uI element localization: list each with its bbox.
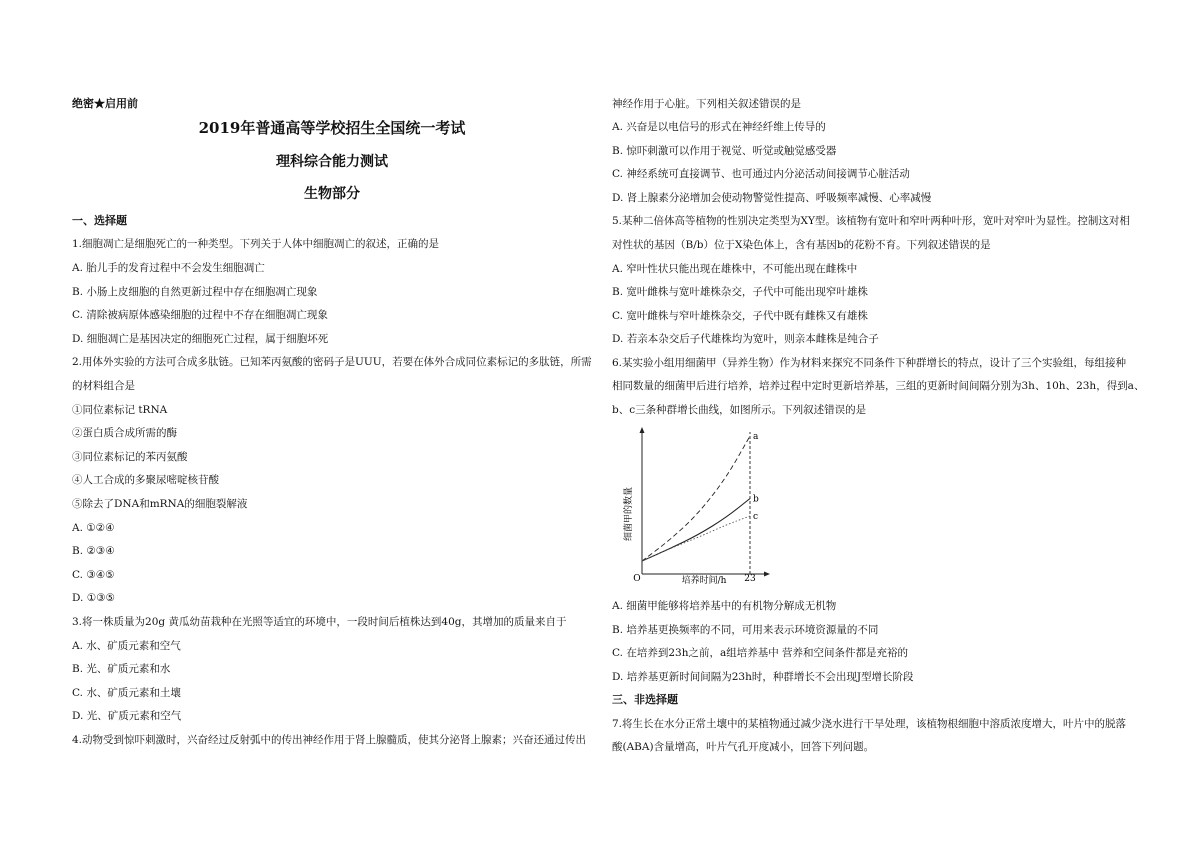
exam-title: 2019年普通高等学校招生全国统一考试 [198, 119, 466, 137]
question-line: 5.某种二倍体高等植物的性别决定类型为XY型。该植物有宽叶和窄叶两种叶形，宽叶对窄叶为显性。控制这对相 [612, 215, 1130, 227]
material-line: ④人工合成的多聚尿嘧啶核苷酸 [72, 474, 219, 486]
option-line: C. 宽叶雌株与窄叶雄株杂交，子代中既有雌株又有雄株 [612, 310, 868, 322]
secret-label: 绝密★启用前 [72, 97, 138, 110]
option-line: B. 宽叶雌株与宽叶雄株杂交，子代中可能出现窄叶雄株 [612, 286, 868, 298]
option-line: C. ③④⑤ [72, 569, 115, 581]
question-line: 4.动物受到惊吓刺激时，兴奋经过反射弧中的传出神经作用于肾上腺髓质，使其分泌肾上腺素；兴奋还通过传出 [72, 734, 587, 746]
option-line: B. 光、矿质元素和水 [72, 663, 171, 675]
option-line: C. 神经系统可直接调节、也可通过内分泌活动间接调节心脏活动 [612, 168, 910, 180]
option-line: C. 水、矿质元素和土壤 [72, 687, 181, 699]
exam-part: 生物部分 [304, 186, 360, 202]
option-line: D. ①③⑤ [72, 592, 115, 604]
series-label-a: a [753, 432, 759, 442]
option-line: A. 胎儿手的发育过程中不会发生细胞凋亡 [72, 262, 265, 274]
y-axis-arrow [640, 427, 645, 433]
question-line: 1.细胞凋亡是细胞死亡的一种类型。下列关于人体中细胞凋亡的叙述，正确的是 [72, 238, 440, 250]
material-line: ②蛋白质合成所需的酶 [72, 427, 177, 439]
series-layer [642, 432, 759, 574]
question-line: 3.将一株质量为20g 黄瓜幼苗栽种在光照等适宜的环境中，一段时间后植株达到40g，其增加的质量来自于 [72, 616, 567, 628]
question-line: 相同数量的细菌甲后进行培养，培养过程中定时更新培养基，三组的更新时间间隔分别为3h、10h、23h，得到a、 [612, 380, 1145, 392]
series-line-c [642, 516, 750, 561]
growth-curve-figure [612, 424, 772, 586]
option-line: C. 在培养到23h之前，a组培养基中 营养和空间条件都是充裕的 [612, 647, 909, 659]
option-line: B. 惊吓刺激可以作用于视觉、听觉或触觉感受器 [612, 145, 837, 157]
section-heading: 三、非选择题 [612, 693, 678, 706]
question-line: 对性状的基因（B/b）位于X染色体上，含有基因b的花粉不育。下列叙述错误的是 [612, 239, 991, 251]
y-axis-label: 细菌甲的数量 [624, 486, 634, 542]
option-line: A. 细菌甲能够将培养基中的有机物分解成无机物 [612, 600, 837, 612]
option-line: C. 清除被病原体感染细胞的过程中不存在细胞凋亡现象 [72, 309, 328, 321]
question-line: 的材料组合是 [72, 380, 135, 392]
section-heading: 一、选择题 [72, 214, 127, 227]
material-line: ⑤除去了DNA和mRNA的细胞裂解液 [72, 498, 248, 510]
question-line: b、c三条种群增长曲线，如图所示。下列叙述错误的是 [612, 404, 867, 416]
growth-curve-chart [612, 424, 772, 586]
series-label-b: b [753, 494, 759, 505]
series-line-a [642, 436, 750, 561]
x-tick-label: 23 [744, 574, 756, 584]
material-line: ①同位素标记 tRNA [72, 404, 168, 416]
option-line: D. 培养基更新时间间隔为23h时，种群增长不会出现J型增长阶段 [612, 671, 914, 683]
option-line: D. 细胞凋亡是基因决定的细胞死亡过程，属于细胞坏死 [72, 333, 329, 345]
series-line-b [642, 499, 750, 562]
option-line: A. 兴奋是以电信号的形式在神经纤维上传导的 [612, 121, 826, 133]
option-line: B. 培养基更换频率的不同，可用来表示环境资源量的不同 [612, 624, 879, 636]
material-line: ③同位素标记的苯丙氨酸 [72, 451, 188, 463]
question-line: 6.某实验小组用细菌甲（异养生物）作为材料来探究不同条件下种群增长的特点，设计了三个实验组，每组接种 [612, 357, 1127, 369]
x-axis-arrow [764, 572, 770, 577]
question-line: 2.用体外实验的方法可合成多肽链。已知苯丙氨酸的密码子是UUU，若要在体外合成同位素标记的多肽链，所需 [72, 356, 592, 368]
exam-subtitle: 理科综合能力测试 [276, 154, 388, 170]
question-line: 酸(ABA)含量增高，叶片气孔开度减小，回答下列问题。 [612, 741, 875, 753]
option-line: D. 若亲本杂交后子代雄株均为宽叶，则亲本雌株是纯合子 [612, 333, 879, 345]
option-line: D. 光、矿质元素和空气 [72, 710, 182, 722]
option-line: A. 窄叶性状只能出现在雄株中，不可能出现在雌株中 [612, 263, 858, 275]
option-line: A. ①②④ [72, 522, 115, 534]
option-line: B. ②③④ [72, 545, 115, 557]
option-line: D. 肾上腺素分泌增加会使动物警觉性提高、呼吸频率减慢、心率减慢 [612, 192, 932, 204]
option-line: B. 小肠上皮细胞的自然更新过程中存在细胞凋亡现象 [72, 286, 318, 298]
question-line: 7.将生长在水分正常土壤中的某植物通过减少浇水进行干旱处理，该植物根细胞中溶质浓度增大，叶片中的脱落 [612, 718, 1127, 730]
series-label-c: c [753, 512, 759, 522]
x-axis-label: 培养时间/h [681, 576, 727, 586]
question-line: 神经作用于心脏。下列相关叙述错误的是 [612, 98, 801, 110]
option-line: A. 水、矿质元素和空气 [72, 640, 181, 652]
origin-label: O [633, 574, 641, 584]
